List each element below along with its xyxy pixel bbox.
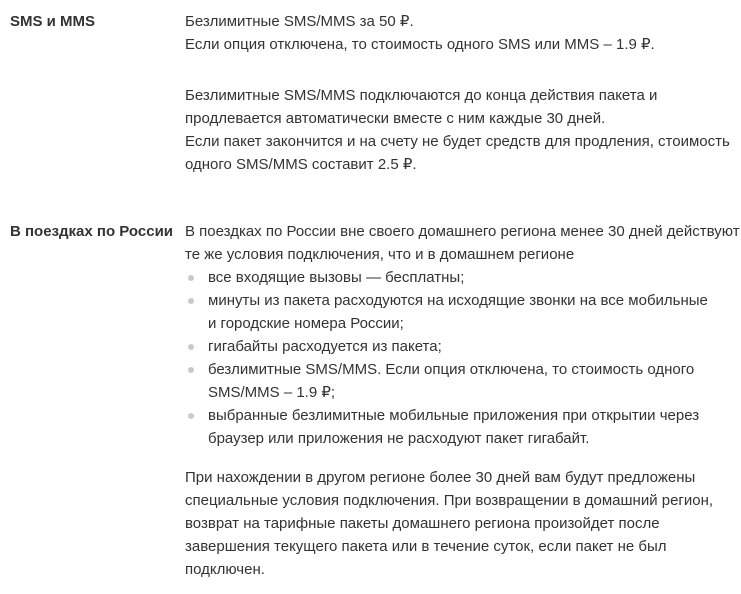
- list-item-text: [208, 266, 464, 289]
- list-item: [185, 358, 741, 404]
- text-line: возврат на тарифные пакеты домашнего региона произойдет после: [185, 515, 660, 532]
- list-item-text: [208, 289, 708, 335]
- list-item-text: [208, 335, 442, 358]
- section-sms-mms: [10, 10, 741, 176]
- text-line: выбранные безлимитные мобильные приложения при открытии через: [208, 407, 700, 424]
- text-line: SMS/MMS – 1.9 ₽;: [208, 384, 336, 401]
- text-line: минуты из пакета расходуются на исходящие звонки на все мобильные: [208, 292, 708, 309]
- paragraph-travel-intro: [185, 220, 741, 266]
- text-line: браузер или приложения не расходуют пакет гигабайт.: [208, 430, 590, 447]
- list-item: [185, 266, 741, 289]
- text-line: специальные условия подключения. При возвращении в домашний регион,: [185, 492, 714, 509]
- paragraph-sms-price: [185, 10, 741, 56]
- text-line: продлевается автоматически вместе с ним каждые 30 дней.: [185, 110, 606, 127]
- travel-conditions-list: [185, 266, 741, 450]
- bullet-icon: [188, 413, 194, 419]
- paragraph-travel-long-stay: [185, 466, 741, 581]
- text-line: При нахождении в другом регионе более 30 дней вам будут предложены: [185, 469, 696, 486]
- list-item: [185, 335, 741, 358]
- text-line: подключен.: [185, 561, 265, 578]
- text-line: Безлимитные SMS/MMS подключаются до конца действия пакета и: [185, 87, 658, 104]
- list-item: [185, 404, 741, 450]
- text-line: и городские номера России;: [208, 315, 404, 332]
- section-travel-russia: [10, 220, 741, 581]
- text-line: все входящие вызовы — бесплатны;: [208, 269, 465, 286]
- text-line: В поездках по России вне своего домашнего региона менее 30 дней действуют: [185, 223, 740, 240]
- bullet-icon: [188, 367, 194, 373]
- text-line: гигабайты расходуется из пакета;: [208, 338, 442, 355]
- list-item: [185, 289, 741, 335]
- section-label-sms-mms: SMS и MMS: [10, 13, 96, 30]
- text-line: Если опция отключена, то стоимость одного SMS или MMS – 1.9 ₽.: [185, 36, 655, 53]
- bullet-icon: [188, 298, 194, 304]
- list-item-text: [208, 358, 694, 404]
- bullet-icon: [188, 275, 194, 281]
- tariff-details-page: [0, 10, 741, 581]
- section-content-sms-mms: [185, 10, 741, 176]
- text-line: одного SMS/MMS составит 2.5 ₽.: [185, 156, 417, 173]
- text-line: те же условия подключения, что и в домашнем регионе: [185, 246, 575, 263]
- text-line: Если пакет закончится и на счету не будет средств для продления, стоимость: [185, 133, 730, 150]
- bullet-icon: [188, 344, 194, 350]
- section-content-travel-russia: [185, 220, 741, 581]
- text-line: Безлимитные SMS/MMS за 50 ₽.: [185, 13, 414, 30]
- section-label-travel-russia: В поездках по России: [10, 223, 174, 240]
- text-line: завершения текущего пакета или в течение суток, если пакет не был: [185, 538, 667, 555]
- paragraph-sms-renewal: [185, 84, 741, 176]
- text-line: безлимитные SMS/MMS. Если опция отключена, то стоимость одного: [208, 361, 695, 378]
- list-item-text: [208, 404, 699, 450]
